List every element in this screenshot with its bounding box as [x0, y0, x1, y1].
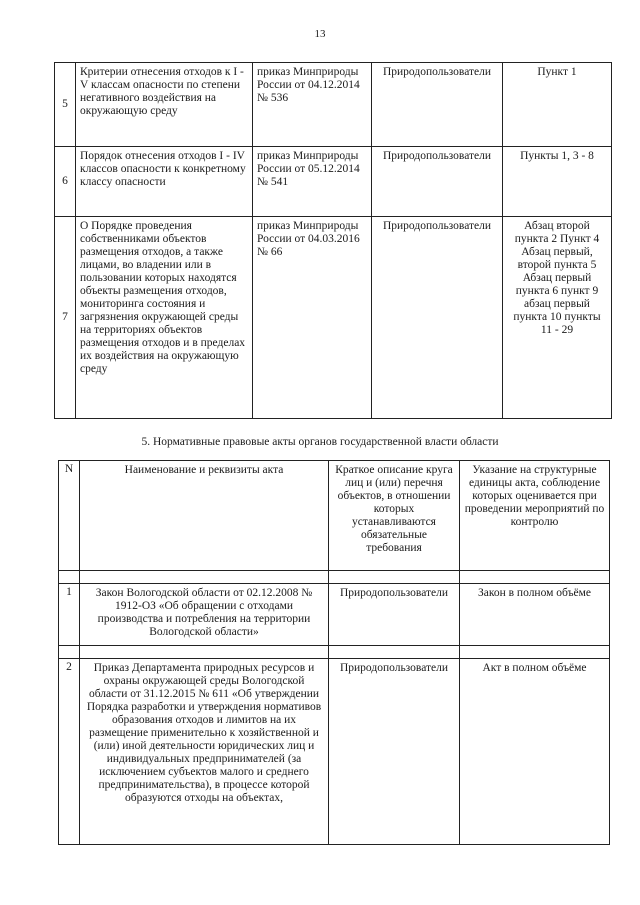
federal-acts-table: [54, 62, 612, 419]
spacer-cell: [80, 571, 329, 584]
table-row: [55, 147, 612, 217]
table-row: [55, 63, 612, 147]
description: Природопользователи: [329, 584, 460, 646]
row-number: 1: [59, 584, 80, 646]
spacer-cell: [329, 571, 460, 584]
table-row: [59, 659, 610, 845]
row-number: 7: [55, 217, 76, 419]
act-name: Приказ Департамента природных ресурсов и охраны окружающей среды Вологодской области от 31.12.2015 № 611 «Об утверждении Порядка разработки и утверждения нормативов образования отходов и лимитов на их размещение применительно к хозяйственной и (или) иной деятельности юридических лиц и индивидуальных предпринимателей (за исключением субъектов малого и среднего предпринимательства), в процессе которой образуются отходы на объектах,: [80, 659, 329, 845]
structural-units: Акт в полном объёме: [460, 659, 610, 845]
header-structural-units: Указание на структурные единицы акта, соблюдение которых оценивается при проведении мероприятий по контролю: [460, 461, 610, 571]
table-row: [59, 584, 610, 646]
act-name: Закон Вологодской области от 02.12.2008 № 1912-ОЗ «Об обращении с отходами производства и потребления на территории Вологодской области»: [80, 584, 329, 646]
spacer-cell: [80, 646, 329, 659]
description: Природопользователи: [329, 659, 460, 845]
structural-units: Абзац второй пункта 2 Пункт 4 Абзац первый, второй пункта 5 Абзац первый пункта 6 пункт 9 абзац первый пункта 10 пункты 11 - 29: [503, 217, 612, 419]
spacer-cell: [460, 571, 610, 584]
spacer-cell: [329, 646, 460, 659]
row-number: 6: [55, 147, 76, 217]
header-description: Краткое описание круга лиц и (или) перечня объектов, в отношении которых устанавливаются обязательные требования: [329, 461, 460, 571]
section-title: 5. Нормативные правовые акты органов государственной власти области: [141, 436, 499, 448]
act-reference: приказ Минприроды России от 04.12.2014 № 536: [253, 63, 372, 147]
requirement-name: О Порядке проведения собственниками объектов размещения отходов, а также лицами, во владении или в пользовании которых находятся объекты размещения отходов, мониторинга состояния и загрязнения окружающей среды на территориях объектов размещения отходов и в пределах их воздействия на окружающую среду: [76, 217, 253, 419]
requirement-name: Критерии отнесения отходов к I - V классам опасности по степени негативного воздействия на окружающую среду: [76, 63, 253, 147]
act-reference: приказ Минприроды России от 04.03.2016 № 66: [253, 217, 372, 419]
act-reference: приказ Минприроды России от 05.12.2014 № 541: [253, 147, 372, 217]
table-header-row: [59, 461, 610, 571]
spacer-cell: [59, 571, 80, 584]
affected-subjects: Природопользователи: [372, 217, 503, 419]
regional-acts-table: [58, 460, 610, 845]
page-number: 13: [314, 28, 326, 40]
structural-units: Пункт 1: [503, 63, 612, 147]
requirement-name: Порядок отнесения отходов I - IV классов опасности к конкретному классу опасности: [76, 147, 253, 217]
row-number: 2: [59, 659, 80, 845]
structural-units: Закон в полном объёме: [460, 584, 610, 646]
affected-subjects: Природопользователи: [372, 63, 503, 147]
header-number: N: [59, 461, 80, 571]
spacer-cell: [460, 646, 610, 659]
header-act-name: Наименование и реквизиты акта: [80, 461, 329, 571]
table-row: [55, 217, 612, 419]
spacer-row: [59, 571, 610, 584]
spacer-cell: [59, 646, 80, 659]
structural-units: Пункты 1, 3 - 8: [503, 147, 612, 217]
row-number: 5: [55, 63, 76, 147]
affected-subjects: Природопользователи: [372, 147, 503, 217]
spacer-row: [59, 646, 610, 659]
